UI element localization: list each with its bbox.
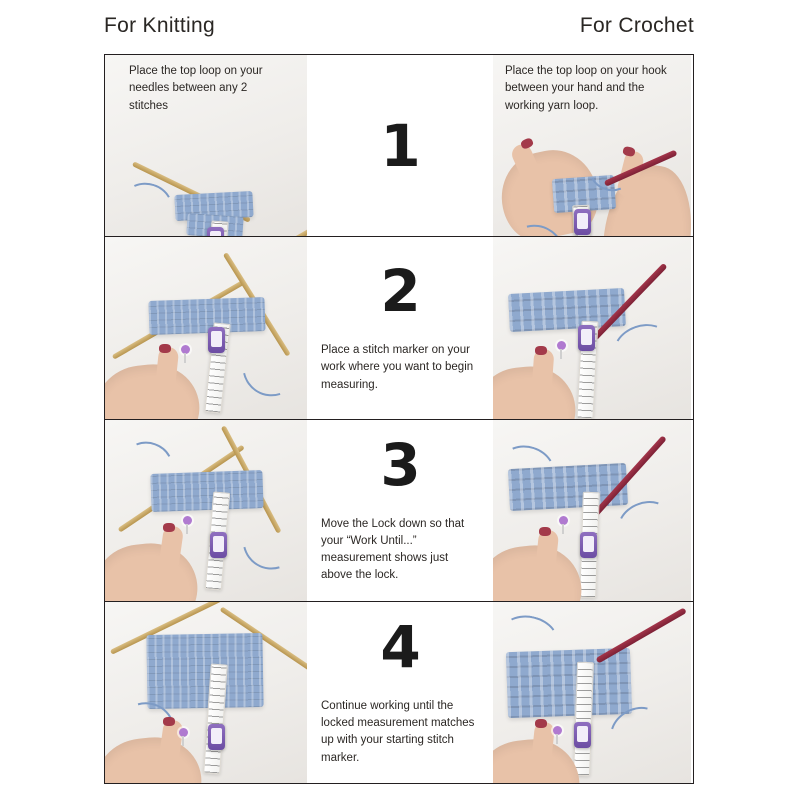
step-4-description: Continue working until the locked measurement matches up with your starting stitch marker.: [321, 699, 475, 764]
step-3-crochet-photo: [493, 420, 691, 601]
photo-knitting-step-3: [105, 420, 307, 601]
lock-device-icon: [574, 209, 591, 235]
lock-device-icon: [578, 325, 595, 351]
photo-knitting-step-4: [105, 602, 307, 783]
step-4-crochet-photo: [493, 602, 691, 783]
column-header-knitting: For Knitting: [104, 14, 215, 37]
column-header-crochet: For Crochet: [579, 14, 694, 37]
stitch-marker-icon: [553, 726, 562, 735]
fingernail: [539, 527, 551, 536]
lock-device-icon: [208, 327, 225, 353]
photo-crochet-step-4: [493, 602, 691, 783]
step-4-knitting-photo: [105, 602, 307, 783]
step-1-number-cell: [307, 55, 493, 236]
step-3-number-cell: [307, 420, 493, 601]
photo-knitting-step-2: [105, 237, 307, 418]
step-number: 2: [380, 257, 420, 325]
step-1-crochet-photo: [493, 55, 691, 236]
table-row: [105, 55, 693, 237]
knitted-swatch: [148, 297, 265, 335]
column-headers: [104, 14, 694, 38]
fingernail: [163, 523, 175, 532]
step-3-description: Move the Lock down so that your “Work Until...” measurement shows just above the lock.: [321, 517, 465, 582]
step-2-number-cell: [307, 237, 493, 418]
step-1-crochet-caption: Place the top loop on your hook between your hand and the working yarn loop.: [505, 65, 667, 112]
step-1-knitting-photo: [105, 55, 307, 236]
lock-device-icon: [207, 227, 224, 236]
fingernail: [535, 346, 547, 355]
lock-device-icon: [208, 724, 225, 750]
table-row: [105, 237, 693, 419]
step-4-number-cell: [307, 602, 493, 783]
steps-table: [104, 54, 694, 784]
lock-device-icon: [580, 532, 597, 558]
finger: [532, 349, 555, 392]
fingernail: [159, 344, 171, 353]
step-number: 3: [380, 430, 420, 499]
step-2-knitting-photo: [105, 237, 307, 418]
lock-device-icon: [574, 722, 591, 748]
stitch-marker-icon: [559, 516, 568, 525]
stitch-marker-icon: [183, 516, 192, 525]
table-row: [105, 420, 693, 602]
stitch-marker-icon: [179, 728, 188, 737]
lock-device-icon: [210, 532, 227, 558]
step-number: 1: [380, 111, 420, 180]
photo-crochet-step-3: [493, 420, 691, 601]
table-row: [105, 602, 693, 783]
photo-crochet-step-2: [493, 237, 691, 418]
knitted-swatch: [146, 633, 263, 709]
step-3-knitting-photo: [105, 420, 307, 601]
fingernail: [163, 717, 175, 726]
step-1-knitting-caption: Place the top loop on your needles between any 2 stitches: [129, 65, 263, 112]
fingernail: [535, 719, 547, 728]
step-2-crochet-photo: [493, 237, 691, 418]
step-2-description: Place a stitch marker on your work where you want to begin measuring.: [321, 344, 474, 391]
step-number: 4: [380, 612, 420, 681]
